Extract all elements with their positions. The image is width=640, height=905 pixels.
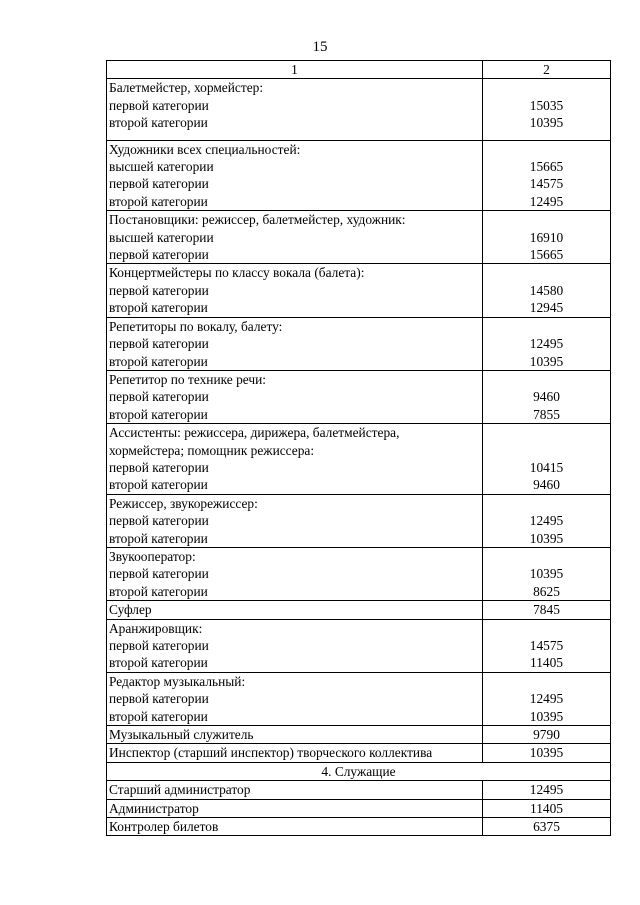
position-label: первой категории	[109, 282, 209, 298]
header-row	[107, 61, 611, 79]
position-label: Администратор	[109, 800, 199, 816]
group-title: Аранжировщик:	[109, 620, 203, 636]
position-label: первой категории	[109, 513, 209, 529]
salary-value: 11405	[530, 655, 563, 671]
table-row	[107, 370, 611, 423]
table-row	[107, 744, 611, 762]
position-label: второй категории	[109, 353, 208, 369]
salary-table	[106, 60, 611, 836]
position-label: второй категории	[109, 530, 208, 546]
table-body	[107, 79, 611, 836]
salary-cell	[483, 672, 611, 725]
group-title: Звукооператор:	[109, 548, 196, 564]
group-title: хормейстера; помощник режиссера:	[109, 442, 315, 458]
salary-value: 15665	[529, 159, 564, 175]
group-title: Ассистенты: режиссера, дирижера, балетмейстера,	[109, 425, 400, 441]
salary-cell	[483, 799, 611, 817]
salary-cell	[483, 601, 611, 619]
salary-value: 10415	[529, 459, 564, 475]
salary-value: 8625	[533, 583, 560, 599]
salary-value: 7845	[533, 602, 560, 618]
salary-value: 6375	[533, 819, 560, 835]
salary-value: 12495	[529, 782, 564, 798]
group-title: Концертмейстеры по классу вокала (балета):	[109, 265, 365, 281]
table-row	[107, 424, 611, 495]
position-label: первой категории	[109, 638, 209, 653]
position-cell	[107, 494, 483, 547]
position-label: второй категории	[109, 655, 208, 671]
position-cell	[107, 264, 483, 317]
position-label: Контролер билетов	[109, 819, 219, 835]
position-label: второй категории	[109, 115, 208, 131]
position-label: Музыкальный служитель	[109, 727, 254, 743]
position-label: Инспектор (старший инспектор) творческого коллектива	[109, 745, 433, 761]
table-row	[107, 799, 611, 817]
position-cell	[107, 424, 483, 495]
salary-cell	[483, 547, 611, 600]
salary-cell	[483, 781, 611, 799]
salary-cell	[483, 79, 611, 140]
salary-value: 12495	[529, 691, 564, 707]
group-title: Репетитор по технике речи:	[109, 371, 266, 387]
position-label: второй категории	[109, 477, 208, 493]
salary-cell	[483, 818, 611, 836]
salary-value: 12945	[529, 300, 564, 316]
position-label: второй категории	[109, 300, 208, 316]
salary-cell	[483, 370, 611, 423]
salary-value: 14580	[529, 282, 564, 298]
position-cell	[107, 547, 483, 600]
salary-value: 10395	[529, 566, 564, 582]
salary-value: 15665	[529, 247, 564, 263]
table-row	[107, 818, 611, 836]
salary-value: 10395	[529, 353, 564, 369]
section-title: 4. Служащие	[107, 762, 611, 780]
salary-cell	[483, 424, 611, 495]
table-row	[107, 264, 611, 317]
table-row	[107, 619, 611, 672]
salary-value: 10395	[529, 745, 564, 761]
table-row	[107, 601, 611, 619]
position-cell	[107, 619, 483, 672]
salary-cell	[483, 726, 611, 744]
salary-cell	[483, 140, 611, 211]
salary-cell	[483, 619, 611, 672]
position-cell	[107, 672, 483, 725]
salary-value: 14575	[529, 638, 564, 653]
salary-value: 16910	[529, 229, 564, 245]
position-label: первой категории	[109, 459, 209, 475]
position-label: Суфлер	[109, 602, 152, 618]
table-row	[107, 317, 611, 370]
salary-value: 12495	[529, 513, 564, 529]
position-label: второй категории	[109, 193, 208, 209]
salary-value: 9790	[533, 727, 560, 743]
position-label: первой категории	[109, 336, 209, 352]
table-row	[107, 79, 611, 140]
position-label: второй категории	[109, 708, 208, 724]
table-header	[107, 61, 611, 79]
position-label: Старший администратор	[109, 782, 251, 798]
table-row	[107, 140, 611, 211]
position-label: второй категории	[109, 406, 208, 422]
salary-value: 15035	[529, 97, 564, 113]
salary-value: 10395	[529, 708, 564, 724]
table-row	[107, 672, 611, 725]
salary-cell	[483, 264, 611, 317]
salary-value: 9460	[533, 389, 560, 405]
salary-value: 10395	[529, 530, 564, 546]
salary-value: 12495	[529, 336, 564, 352]
position-cell	[107, 781, 483, 799]
group-title: Постановщики: режиссер, балетмейстер, художник:	[109, 212, 406, 228]
section-row	[107, 762, 611, 780]
salary-value: 9460	[533, 477, 560, 493]
group-title: Режиссер, звукорежиссер:	[109, 495, 258, 511]
page-number: 15	[312, 39, 328, 55]
column-header-2: 2	[483, 61, 611, 79]
salary-value: 12495	[529, 193, 564, 209]
table-row	[107, 726, 611, 744]
table-row	[107, 781, 611, 799]
position-cell	[107, 79, 483, 140]
table-row	[107, 494, 611, 547]
salary-value: 14575	[529, 176, 564, 192]
position-cell	[107, 818, 483, 836]
position-label: второй категории	[109, 583, 208, 599]
position-cell	[107, 370, 483, 423]
position-cell	[107, 140, 483, 211]
position-label: первой категории	[109, 389, 209, 405]
salary-cell	[483, 744, 611, 762]
position-label: высшей категории	[109, 229, 214, 245]
salary-value: 7855	[533, 406, 560, 422]
salary-cell	[483, 211, 611, 264]
position-label: первой категории	[109, 97, 209, 113]
group-title: Репетиторы по вокалу, балету:	[109, 318, 283, 334]
group-title: Редактор музыкальный:	[109, 673, 246, 689]
position-cell	[107, 601, 483, 619]
group-title: Художники всех специальностей:	[109, 141, 301, 157]
table-row	[107, 547, 611, 600]
position-cell	[107, 211, 483, 264]
position-cell	[107, 317, 483, 370]
position-label: первой категории	[109, 176, 209, 192]
position-cell	[107, 744, 483, 762]
salary-value: 10395	[529, 115, 564, 131]
group-title: Балетмейстер, хормейстер:	[109, 80, 264, 96]
salary-cell	[483, 494, 611, 547]
position-cell	[107, 726, 483, 744]
position-cell	[107, 799, 483, 817]
position-label: высшей категории	[109, 159, 214, 175]
table-row	[107, 211, 611, 264]
column-header-1: 1	[107, 61, 483, 79]
position-label: первой категории	[109, 566, 209, 582]
salary-cell	[483, 317, 611, 370]
position-label: первой категории	[109, 247, 209, 263]
salary-value: 11405	[530, 800, 563, 816]
position-label: первой категории	[109, 691, 209, 707]
